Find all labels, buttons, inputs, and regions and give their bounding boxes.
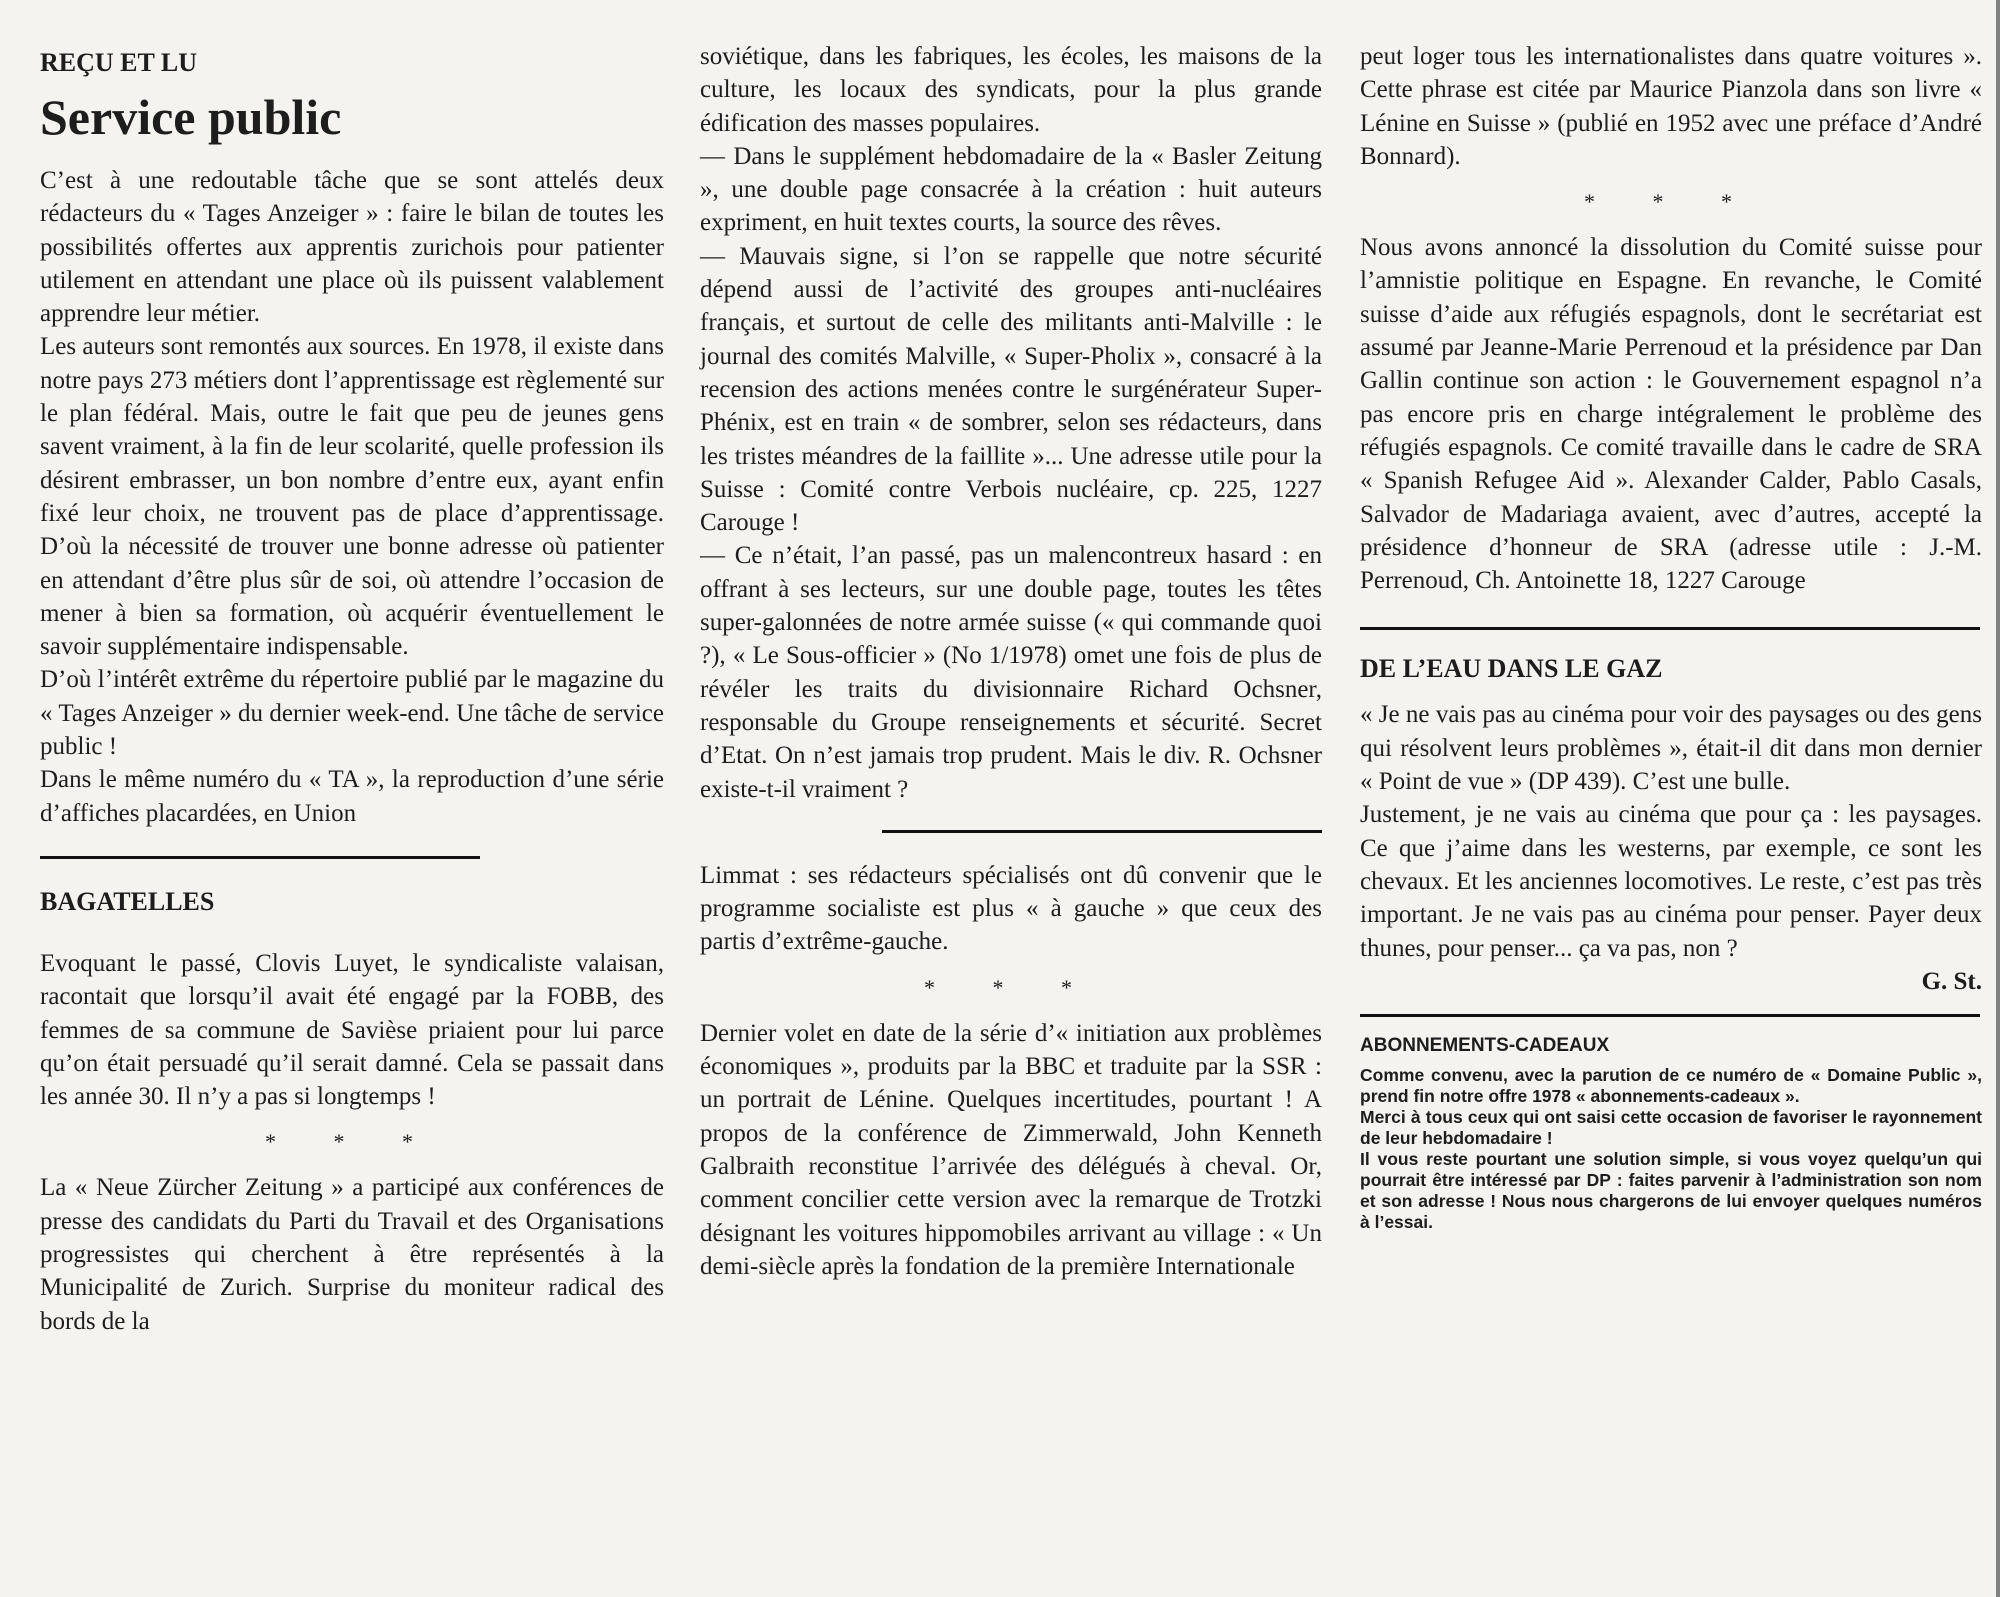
section-title-bagatelles: BAGATELLES — [40, 886, 215, 916]
asterism-separator: * * * — [924, 974, 1098, 1000]
article-headline: Service public — [40, 89, 342, 145]
column-2 — [700, 40, 1322, 1283]
author-signature: G. St. — [1921, 967, 1982, 995]
article-paragraph: La « Neue Zürcher Zeitung » a participé aux conférences de presse des candidats du Parti du Travail et des Organisations progressistes qui cherchent à être représentés à la Municipalité de Zurich. Surprise du moniteur radical des bords de la — [40, 1174, 664, 1335]
asterism-separator: * * * — [265, 1129, 439, 1155]
article-paragraph: — Ce n’était, l’an passé, pas un malencontreux hasard : en offrant à ses lecteurs, sur une double page, toutes les têtes super-galonnées de notre armée suisse (« qui commande quoi ?), « Le Sous-officier » (No 1/1978) omet une fois de plus de révéler les traits du divisionnaire Richard Ochsner, responsable du Groupe renseignements et sécurité. Secret d’Etat. On n’est jamais trop prudent. Mais le div. R. Ochsner existe-t-il vraiment ? — [700, 542, 1322, 803]
subscription-paragraph: Il vous reste pourtant une solution simple, si vous voyez quelqu’un qui pourrait être intéressé par DP : faites parvenir à l’administration son nom et son adresse ! Nous nous chargerons de lui envoyer quelques numéros à l’essai. — [1360, 1148, 1982, 1232]
article-paragraph: « Je ne vais pas au cinéma pour voir des paysages ou des gens qui résolvent leurs problèmes », était-il dit dans mon dernier « Point de vue » (DP 439). C’est une bulle. — [1360, 701, 1982, 796]
section-divider — [882, 830, 1322, 833]
article-paragraph: — Dans le supplément hebdomadaire de la « Basler Zeitung », une double page consacrée à la création : huit auteurs expriment, en huit textes courts, la source des rêves. — [700, 142, 1322, 237]
article-paragraph: peut loger tous les internationalistes dans quatre voitures ». Cette phrase est citée par Maurice Pianzola dans son livre « Lénine en Suisse » (publié en 1952 avec une préface d’André Bonnard). — [1360, 43, 1982, 170]
article-paragraph: Dernier volet en date de la série d’« initiation aux problèmes économiques », produits par la BBC et traduite par la SSR : un portrait de Lénine. Quelques incertitudes, pourtant ! A propos de la conférence de Zimmerwald, John Kenneth Galbraith reconstitue l’arrivée des délégués à cheval. Or, comment concilier cette version avec la remarque de Trotzki désignant les voitures hippomobiles arrivant au village : « Un demi-siècle après la fondation de la première Internationale — [700, 1019, 1322, 1280]
article-paragraph: soviétique, dans les fabriques, les écoles, les maisons de la culture, les locaux des syndicats, pour la plus grande édification des masses populaires. — [700, 43, 1322, 137]
section-kicker: REÇU ET LU — [40, 48, 198, 77]
article-paragraph: Evoquant le passé, Clovis Luyet, le syndicaliste valaisan, racontait que lorsqu’il avait été engagé par la FOBB, des femmes de sa commune de Savièse priaient pour lui parce qu’on était persuadé qu’il serait damné. Cela se passait dans les année 30. Il n’y a pas si longtemps ! — [40, 949, 664, 1111]
section-divider — [1360, 1014, 1980, 1017]
asterism-separator: * * * — [1584, 189, 1758, 215]
section-title-eau-dans-le-gaz: DE L’EAU DANS LE GAZ — [1360, 654, 1663, 684]
subscription-paragraph: Comme convenu, avec la parution de ce numéro de « Domaine Public », prend fin notre offre 1978 « abonnements-cadeaux ». — [1360, 1064, 1982, 1106]
section-divider — [1360, 627, 1980, 630]
column-1 — [40, 40, 664, 1338]
subscription-paragraph: Merci à tous ceux qui ont saisi cette occasion de favoriser le rayonnement de leur hebdomadaire ! — [1360, 1106, 1982, 1148]
article-paragraph: Justement, je ne vais au cinéma que pour ça : les paysages. Ce que j’aime dans les westerns, par exemple, ce sont les chevaux. Et les anciennes locomotives. Le reste, c’est pas très important. Je ne vais pas au cinéma pour penser. Payer deux thunes, pour penser... ça va pas, non ? — [1360, 801, 1982, 962]
section-divider — [40, 856, 480, 859]
article-paragraph: Les auteurs sont remontés aux sources. En 1978, il existe dans notre pays 273 métiers dont l’apprentissage est règlementé sur le plan fédéral. Mais, outre le fait que peu de jeunes gens savent vraiment, à la fin de leur scolarité, quelle profession ils désirent embrasser, un bon nombre d’entre eux, ayant enfin fixé leur choix, ne trouvent pas de place d’apprentissage. D’où la nécessité de trouver une bonne adresse où patienter en attendant d’être plus sûr de soi, où attendre l’occasion de mener à bien sa formation, où acquérir éventuellement le savoir supplémentaire indispensable. — [40, 333, 664, 661]
article-paragraph: — Mauvais signe, si l’on se rappelle que notre sécurité dépend aussi de l’activité des groupes anti-nucléaires français, et surtout de celle des militants anti-Malville : le journal des comités Malville, « Super-Pholix », consacré à la recension des actions menées contre le surgénérateur Super-Phénix, est en train « de sombrer, selon ses rédacteurs, dans les tristes méandres de la faillite »... Une adresse utile pour la Suisse : Comité contre Verbois nucléaire, cp. 225, 1227 Carouge ! — [700, 242, 1322, 537]
article-paragraph: Nous avons annoncé la dissolution du Comité suisse pour l’amnistie politique en Espagne. En revanche, le Comité suisse d’aide aux réfugiés espagnols, dont le secrétariat est assumé par Jeanne-Marie Perrenoud et la présidence par Dan Gallin continue son action : le Gouvernement espagnol n’a pas encore pris en charge intégralement le problème des réfugiés espagnols. Ce comité travaille dans le cadre de SRA « Spanish Refugee Aid ». Alexander Calder, Pablo Casals, Salvador de Madariaga avaient, avec d’autres, accepté la présidence d’honneur de SRA (adresse utile : J.-M. Perrenoud, Ch. Antoinette 18, 1227 Carouge — [1360, 234, 1982, 595]
article-paragraph: C’est à une redoutable tâche que se sont attelés deux rédacteurs du « Tages Anzeiger » : faire le bilan de toutes les possibilités offertes aux apprentis zurichois pour patienter utilement en attendant une place où ils puissent valablement apprendre leur métier. — [40, 167, 664, 328]
article-paragraph: Dans le même numéro du « TA », la reproduction d’une série d’affiches placardées, en Union — [40, 766, 664, 827]
subscription-title: ABONNEMENTS-CADEAUX — [1360, 1034, 1610, 1056]
page-spine-edge — [1996, 0, 2000, 1597]
article-paragraph: Limmat : ses rédacteurs spécialisés ont dû convenir que le programme socialiste est plus « à gauche » que ceux des partis d’extrême-gauche. — [700, 861, 1322, 956]
article-paragraph: D’où l’intérêt extrême du répertoire publié par le magazine du « Tages Anzeiger » du dernier week-end. Une tâche de service public ! — [40, 666, 664, 761]
subscription-notice — [1360, 1033, 1982, 1233]
column-3 — [1360, 40, 1982, 1233]
